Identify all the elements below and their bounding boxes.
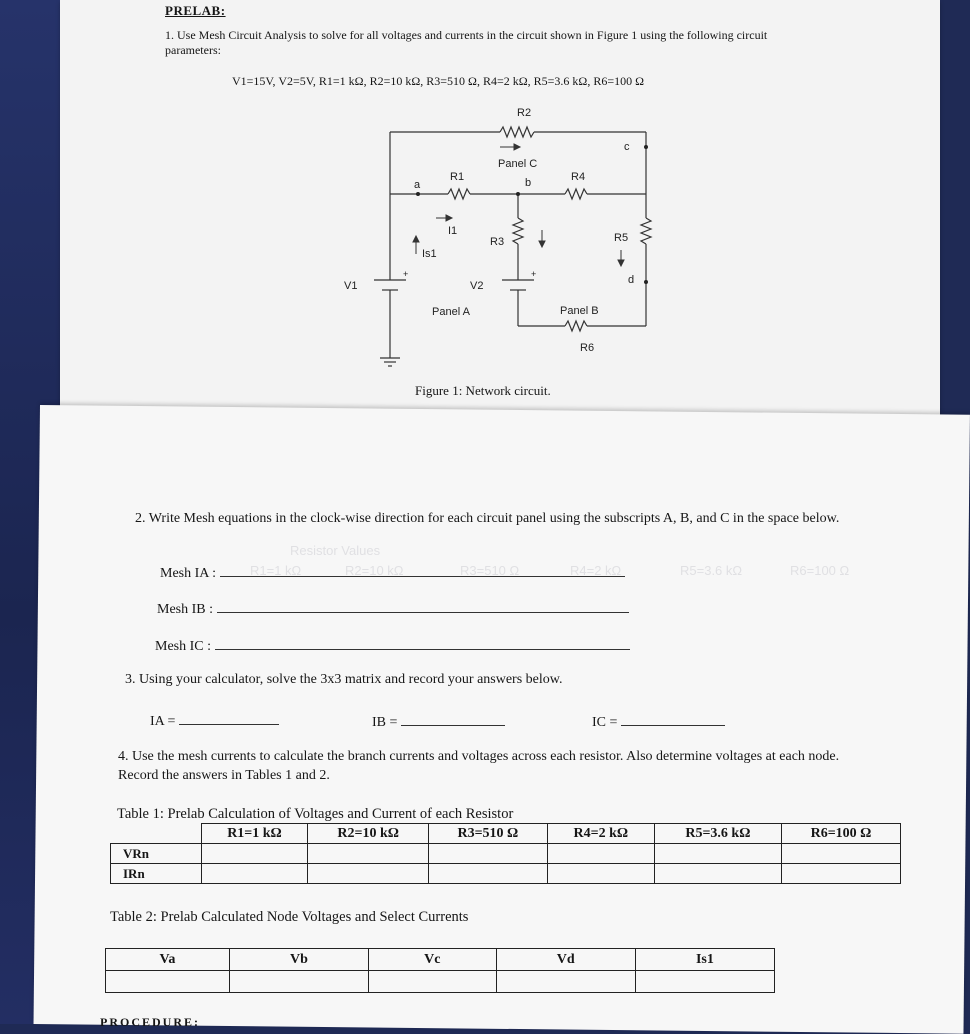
procedure-heading: PROCEDURE: [100, 1015, 200, 1029]
table-row [106, 971, 775, 993]
show-through-r4: R4=2 kΩ [570, 563, 622, 578]
mesh-a-label: Mesh IA : [160, 566, 216, 581]
label-r4: R4 [571, 171, 586, 183]
table-1 [110, 823, 901, 884]
table-2-header-vd: Vd [496, 949, 635, 971]
table-cell[interactable] [428, 864, 547, 884]
show-through-r5: R5=3.6 kΩ [680, 563, 743, 578]
figure-caption: Figure 1: Network circuit. [415, 383, 551, 398]
show-through-resistor-values: Resistor Values [290, 543, 381, 558]
node-d: d [628, 274, 635, 286]
table-cell[interactable] [369, 971, 497, 993]
label-panel-b: Panel B [560, 305, 599, 317]
table-row [111, 864, 901, 884]
table-cell[interactable] [308, 864, 428, 884]
label-r3: R3 [490, 236, 505, 248]
table-2-header-vb: Vb [229, 949, 368, 971]
table-cell[interactable] [547, 844, 654, 864]
table-1-header-r2: R2=10 kΩ [308, 824, 428, 844]
label-i1: I1 [448, 225, 458, 237]
ib-answer-line[interactable] [401, 711, 505, 726]
table-2-header-va: Va [106, 949, 230, 971]
node-b: b [525, 177, 532, 189]
question-2-text: 2. Write Mesh equations in the clock-wise direction for each circuit panel using the subscripts A, B, and C in the space below. [135, 511, 840, 526]
table-1-header-r6: R6=100 Ω [781, 824, 900, 844]
table-cell[interactable] [781, 864, 900, 884]
ic-answer [592, 711, 725, 731]
table-2-header-vc: Vc [369, 949, 497, 971]
ic-label: IC = [592, 715, 618, 730]
row-label-irn: IRn [111, 864, 202, 884]
mesh-c-label: Mesh IC : [155, 639, 211, 654]
ib-label: IB = [372, 715, 398, 730]
table-1-header-r3: R3=510 Ω [428, 824, 547, 844]
prelab-heading: PRELAB: [165, 3, 226, 18]
label-r6: R6 [580, 342, 595, 354]
mesh-c-row [155, 635, 630, 655]
ia-answer [150, 710, 279, 730]
table-1-header-row [111, 824, 901, 844]
show-through-r1: R1=1 kΩ [250, 563, 302, 578]
circuit-parameters: V1=15V, V2=5V, R1=1 kΩ, R2=10 kΩ, R3=510 Ω, R4=2 kΩ, R5=3.6 kΩ, R6=100 Ω [232, 74, 645, 88]
question-1-text: 1. Use Mesh Circuit Analysis to solve for all voltages and currents in the circuit shown in Figure 1 using the following circuit parameters: [165, 28, 768, 57]
mesh-a-answer-line[interactable] [220, 562, 625, 577]
show-through-r6: R6=100 Ω [790, 563, 850, 578]
mesh-a-row [160, 562, 625, 582]
mesh-c-answer-line[interactable] [215, 635, 630, 650]
table-cell[interactable] [781, 844, 900, 864]
mesh-b-answer-line[interactable] [217, 598, 629, 613]
node-a: a [414, 179, 421, 191]
table-1-header-r1: R1=1 kΩ [201, 824, 308, 844]
table-row [111, 844, 901, 864]
table-2-caption: Table 2: Prelab Calculated Node Voltages and Select Currents [110, 909, 469, 925]
question-4-text: 4. Use the mesh currents to calculate the branch currents and voltages across each resistor. Also determine voltages at each node. Record the answers in Tables 1 and 2. [118, 749, 840, 783]
table-cell[interactable] [654, 864, 781, 884]
label-is1: Is1 [422, 248, 437, 260]
table-1-header-r4: R4=2 kΩ [547, 824, 654, 844]
label-v2: V2 [470, 280, 484, 292]
ic-answer-line[interactable] [621, 711, 725, 726]
label-panel-c: Panel C [498, 158, 538, 170]
table-2 [105, 948, 775, 993]
node-c: c [624, 141, 630, 153]
question-3-text: 3. Using your calculator, solve the 3x3 matrix and record your answers below. [125, 672, 563, 687]
label-r1: R1 [450, 171, 465, 183]
ia-answer-line[interactable] [179, 710, 279, 725]
table-cell[interactable] [201, 864, 308, 884]
table-cell[interactable] [106, 971, 230, 993]
label-v1: V1 [344, 280, 358, 292]
mesh-b-row [157, 598, 629, 618]
v2-plus: + [531, 269, 537, 279]
table-cell[interactable] [428, 844, 547, 864]
show-through-r2: R2=10 kΩ [345, 563, 404, 578]
v1-plus: + [403, 269, 409, 279]
row-label-vrn: VRn [111, 844, 202, 864]
label-r2: R2 [517, 107, 532, 119]
table-1-caption: Table 1: Prelab Calculation of Voltages and Current of each Resistor [117, 806, 514, 822]
table-cell[interactable] [547, 864, 654, 884]
table-cell[interactable] [496, 971, 635, 993]
mesh-b-label: Mesh IB : [157, 602, 213, 617]
ia-label: IA = [150, 714, 176, 729]
label-r5: R5 [614, 232, 629, 244]
table-1-corner [111, 824, 202, 844]
table-cell[interactable] [229, 971, 368, 993]
table-2-header-is1: Is1 [635, 949, 774, 971]
table-cell[interactable] [308, 844, 428, 864]
table-cell[interactable] [635, 971, 774, 993]
table-1-header-r5: R5=3.6 kΩ [654, 824, 781, 844]
table-2-header-row [106, 949, 775, 971]
table-cell[interactable] [654, 844, 781, 864]
ib-answer [372, 711, 505, 731]
show-through-r3: R3=510 Ω [460, 563, 520, 578]
network-circuit-diagram [330, 100, 680, 380]
table-cell[interactable] [201, 844, 308, 864]
label-panel-a: Panel A [432, 306, 470, 318]
